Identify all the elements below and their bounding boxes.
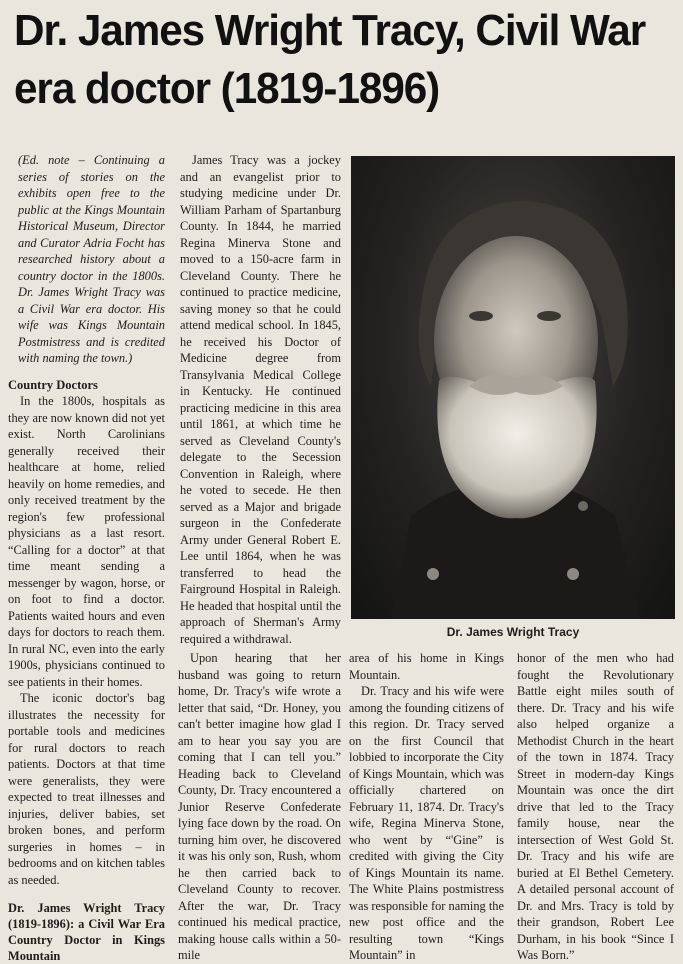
headline: Dr. James Wright Tracy, Civil War era doctor (1819-1896)	[14, 6, 646, 113]
paragraph: James Tracy was a jockey and an evangelist prior to studying medicine under Dr. William Parham of Spartanburg County. In 1844, he married Regina Minerva Stone and moved to a 150-acre farm in Cleveland County. There he continued to practice medicine, saving money so that he could attend medical school. In 1845, he received his Doctor of Medicine degree from Transylvania Medical College in Kentucky. He continued practicing medicine in this area until 1861, at which time he served as Cleveland County's delegate to the Secession Convention in Raleigh, where he voted to secede. He then served as a Major and brigade surgeon in the Confederate Army under General Robert E. Lee until 1864, when he was transferred to head the Fairground Hospital in Raleigh. He headed that hospital until the approach of Sherman's Army required a withdrawal.	[180, 153, 341, 646]
paragraph: In the 1800s, hospitals as they are now known did not yet exist. North Carolinians generally received their healthcare at home, relied heavily on home remedies, and only received treatment by the region's few professional physicians as a last resort. “Calling for a doctor” at that time meant sending a messenger by wagon, horse, or on foot to find a doctor. Patients waited hours and even days for doctors to reach them. In rural NC, even into the early 1900s, physicians continued to see patients in their homes.	[8, 394, 165, 689]
subhead-country-doctors: Country Doctors	[8, 377, 98, 392]
paragraph: honor of the men who had fought the Revolutionary Battle eight miles south of there. Dr. Tracy and his wife also helped organize a Methodist Church in the heart of the town in 1874. Tracy Street in modern-day Kings Mountain was once the dirt drive that led to the Tracy family house, near the intersection of West Gold St. Dr. Tracy and his wife are buried at El Bethel Cemetery. A detailed personal account of Dr. and Mrs. Tracy is told by their grandson, Robert Lee Durham, in his book “Since I Was Born.”	[517, 651, 674, 962]
paragraph: area of his home in Kings Mountain.	[349, 651, 504, 682]
column-3	[349, 650, 504, 964]
column-2-continued	[178, 650, 341, 964]
portrait-photo	[351, 156, 675, 619]
column-4	[517, 650, 674, 964]
portrait-illustration	[351, 156, 675, 619]
column-1	[8, 152, 165, 964]
paragraph: Dr. Tracy and his wife were among the founding citizens of this region. Dr. Tracy served on the first Council that lobbied to incorporate the City of Kings Mountain, which was officially chartered on February 11, 1874. Dr. Tracy's wife, Regina Minerva Stone, who went by “'Gine” is credited with giving the City of Kings Mountain its name. The White Plains postmistress was responsible for naming the new post office and the resulting town “Kings Mountain” in	[349, 684, 504, 962]
editor-note: (Ed. note – Continuing a series of stories on the exhibits open free to the public at the Kings Mountain Historical Museum, Director and Curator Adria Focht has researched history about a country doctor in the 1800s. Dr. James Wright Tracy was a Civil War era doctor. His wife was Kings Mountain Postmistress and is credited with naming the town.)	[18, 153, 165, 365]
paragraph: The iconic doctor's bag illustrates the necessity for portable tools and medicines for rural doctors to reach patients. Doctors at that time were generalists, they were expected to treat illnesses and injuries, deliver babies, set broken bones, and perform surgeries in homes – in bedrooms and on kitchen tables as needed.	[8, 691, 165, 887]
paragraph: Upon hearing that her husband was going to return home, Dr. Tracy's wife wrote a letter that said, “Dr. Honey, you can't better imagine how glad I am to hear you say you are coming that I can tell you.” Heading back to Cleveland County, Dr. Tracy encountered a Junior Reserve Confederate lying face down by the road. On turning him over, he discovered it was his only son, Rush, whom he then carried back to Cleveland County to recover. After the war, Dr. Tracy continued his medical practice, making house calls within a 50-mile	[178, 651, 341, 962]
photo-caption: Dr. James Wright Tracy	[446, 625, 580, 639]
section-heading: Dr. James Wright Tracy (1819-1896): a Civil War Era Country Doctor in Kings Mountain	[8, 901, 165, 963]
column-2	[180, 152, 341, 647]
